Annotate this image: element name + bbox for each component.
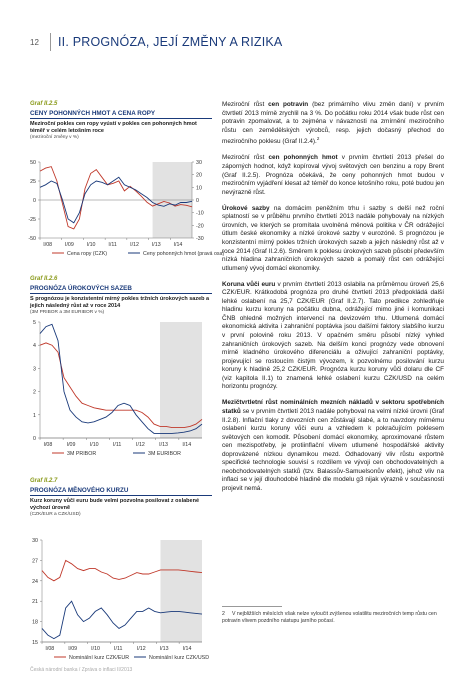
chart-subtitle: Meziroční pokles cen ropy vyústí v pokles cen pohonných hmot téměř v celém letošním roce (30, 121, 197, 134)
chart-title: PROGNÓZA MĚNOVÉHO KURZU (30, 487, 129, 494)
y-tick-label: 4 (33, 343, 36, 350)
chart-title-underline (30, 118, 212, 119)
x-tick-label: I/14 (182, 646, 192, 652)
legend-label: 3M PRIBOR (67, 451, 97, 457)
x-tick-label: I/08 (43, 442, 53, 448)
footnote (222, 611, 444, 624)
text-span: Meziroční růst (222, 154, 269, 162)
bold-term: Úrokové sazby (222, 204, 270, 212)
y-right-tick-label: -10 (196, 210, 204, 217)
chart-block-fuel-prices (30, 101, 212, 141)
legend-label: Cena ropy (CZK) (67, 251, 108, 257)
y-tick-label: 30 (32, 538, 38, 544)
chart-interest-rates (30, 318, 212, 460)
y-right-tick-label: 0 (196, 198, 199, 204)
footnote-ref: 2 (316, 136, 320, 142)
y-tick-label: -50 (28, 236, 36, 242)
body-text (222, 101, 444, 501)
x-tick-label: I/11 (112, 442, 122, 448)
text-span: se v prvním čtvrtletí 2013 nadále pohyboval na velmi nízké úrovni (Graf II.2.8). Inflační tlaky z dovozních cen zůstávají slabé, a to navzdory mírnému oslabení kurzu koruny vůči euru a vzhledem k pokračujícím poklesem světových cen komodit. Působení domácí ekonomiky, aproximované růstem cen mezispotřeby, je protiinflační vlivem utlumené hospodářské aktivity doprovázené nízkou dynamikou mezd. Odhadovaný vliv růstu exportně specifické technologie souvisí s rozdílem ve vývoji cen obchodovatelných a neobchodovatelných statků (tzv. Balassův-Samuelsonův efekt), jehož vliv na inflaci se v její dlouhodobé hladině dle modelu g3 nijak výrazně v současnosti projevit nemá. (222, 408, 445, 492)
chart-block-interest-rates (30, 276, 212, 316)
paragraph-marginal-costs (222, 399, 444, 493)
chart-unit: (meziroční změny v %) (30, 135, 79, 140)
page-number: 12 (30, 38, 39, 47)
x-tick-label: I/11 (108, 242, 117, 248)
legend-label: 3M EURIBOR (148, 451, 181, 457)
y-right-tick-label: -30 (196, 236, 204, 242)
chart-block-exchange-rate (30, 478, 212, 518)
chart-title: CENY POHONNÝCH HMOT A CENA ROPY (30, 110, 156, 117)
x-tick-label: I/13 (159, 646, 169, 652)
header-separator (50, 33, 51, 51)
chart-subtitle: Kurz koruny vůči euru bude velmi pozvolna posilovat z oslabené výchozí úrovně (30, 498, 200, 511)
chart-tag: Graf II.2.5 (30, 101, 58, 107)
paragraph-food-prices (222, 101, 444, 147)
y-tick-label: 24 (32, 578, 38, 585)
text-span: v prvním čtvrtletí 2013 oslabila na průměrnou úroveň 25,6 CZK/EUR. Krátkodobá prognóza pro druhé čtvrtletí 2013 předpokládá další lehké oslabení na 25,7 CZK/EUR (Graf II.2.7). Tato predikce zohledňuje hladinu kurzu koruny na počátku dubna, odrážející mimo jiné i komunikaci ČNB ohledně možných intervencí na devizovém trhu. Utlumená domácí ekonomická aktivita i zahraniční poptávka jsou dalšími faktory slabšího kurzu v první polovině roku 2013. V opačném směru působí nízký vyhled zahraničních úrokových sazeb. Na delším konci prognózy vede obnovení mírně kladného úrokového diferenciálu a oživující zahraniční poptávky, projevující se rostoucím čistým vývozem, k pozvolnému posilování kurzu koruny k hladině 25,2 CZK/EUR. Prognóza kurzu koruny vůči dolaru dle CF (viz kapitola II.1) to znamená lehké oslabení kurzu CZK/USD na celém horizontu prognózy. (222, 280, 444, 391)
x-tick-label: I/13 (159, 442, 169, 448)
y-right-tick-label: 10 (196, 185, 202, 192)
text-span: Meziroční růst (222, 101, 269, 108)
text-span: v prvním čtvrtletí 2013 přešel do záporných hodnot, když kopíroval vývoj světových cen benzinu a ropy Brent (Graf II.2.5). Prognóza očekává, že ceny pohonných hmot budou v meziročním vyjádření klesat až téměř do konce letošního roku, poté budou jen nevýrazně růst. (222, 154, 444, 196)
y-tick-label: -25 (28, 217, 36, 223)
page-header (0, 0, 474, 62)
x-tick-label: I/11 (114, 646, 123, 652)
x-tick-label: I/08 (43, 242, 53, 248)
x-tick-label: I/12 (136, 442, 145, 448)
legend-label: Ceny pohonných hmot (pravá osa) (143, 251, 225, 257)
footnote-divider (222, 606, 282, 607)
x-tick-label: I/08 (45, 646, 55, 652)
x-tick-label: I/12 (130, 242, 139, 248)
forecast-area (161, 540, 202, 642)
x-tick-label: I/14 (182, 442, 192, 448)
page-footer: Česká národní banka / Zpráva o inflaci II/2013 (30, 667, 133, 673)
y-tick-label: 18 (32, 619, 38, 626)
x-tick-label: I/09 (64, 242, 74, 248)
chart-fuel-prices (28, 158, 225, 268)
legend-label: Nominální kurz CZK/USD (149, 655, 210, 661)
x-tick-label: I/10 (89, 442, 99, 448)
paragraph-interest-rates (222, 205, 444, 273)
chart-title: PROGNÓZA ÚROKOVÝCH SAZEB (30, 285, 132, 292)
paragraph-fuel-prices (222, 154, 444, 197)
x-tick-label: I/09 (66, 442, 76, 448)
bold-term: Mezičtvrtletní růst nominálních mezních nákladů v sektoru spotřebních statků (222, 399, 444, 415)
x-tick-label: I/10 (91, 646, 100, 652)
text-span: (bez primárního vlivu změn daní) v prvním čtvrtletí 2013 mírně zrychlil na 3 %. Do počátku roku 2014 však bude růst cen potravin zpomalovat, a to zejména v návaznosti na zmírnění meziročního růstu cen zemědělských výrobců, resp. jejich dočasný přechod do meziročního poklesu (Graf II.2.4). (222, 101, 445, 146)
y-tick-label: 1 (33, 412, 36, 419)
y-right-tick-label: 20 (196, 172, 202, 179)
paragraph-exchange-rate (222, 281, 444, 392)
x-tick-label: I/09 (68, 646, 78, 652)
forecast-area (160, 322, 202, 438)
y-tick-label: 25 (30, 179, 36, 185)
chart-title-underline (30, 293, 212, 294)
chart-tag: Graf II.2.7 (30, 478, 58, 484)
x-tick-label: I/14 (173, 242, 183, 248)
bold-term: cen potravin (268, 101, 309, 108)
text-span: na domácím peněžním trhu i sazby s delší než roční splatností se v průběhu prvního čtvrtletí 2013 nadále pohybovaly na nízkých úrovních, ve kterých se promítala uvolněná měnová politika v ČR odrážející útlum české ekonomiky a nízké úrokové sazby v eurozóně. S prognózou je konzistentní mírný pokles tržních úrokových sazeb a jejich následný růst až v roce 2014 (Graf II.2.6). Směrem k poklesu úrokových sazeb působí především nízká hladina zahraničních úrokových sazeb a pomalý růst cen odrážející utlumený vývoj domácí ekonomiky. (222, 204, 445, 272)
chart-title-underline (30, 495, 212, 496)
x-tick-label: I/10 (86, 242, 96, 248)
y-tick-label: 27 (32, 558, 38, 565)
y-right-tick-label: -20 (196, 223, 204, 230)
chart-unit: (CZK/EUR a CZK/USD) (30, 512, 81, 517)
y-tick-label: 3 (33, 366, 36, 373)
chart-subtitle: S prognózou je konzistentní mírný pokles tržních úrokových sazeb a jejich následný růst až v roce 2014 (30, 296, 210, 309)
footnote-number: 2 (222, 611, 225, 617)
legend-label: Nominální kurz CZK/EUR (69, 655, 130, 661)
y-tick-label: 50 (30, 160, 36, 166)
y-tick-label: 15 (32, 640, 38, 646)
y-tick-label: 5 (33, 320, 36, 326)
chart-tag: Graf II.2.6 (30, 276, 58, 282)
y-tick-label: 0 (33, 436, 36, 442)
x-tick-label: I/13 (151, 242, 161, 248)
chart-unit: (3M PRIBOR a 3M EURIBOR v %) (30, 310, 105, 315)
chart-exchange-rate (30, 536, 212, 666)
y-tick-label: 2 (33, 389, 36, 396)
y-right-tick-label: 30 (196, 160, 202, 166)
footnote-text: V nejbližších měsících však nelze vyloučit zvýšenou volatilitu meziročních temp růstu cen potravin vlivem pozdního nástupu jarního počasí. (222, 611, 437, 624)
x-tick-label: I/12 (136, 646, 146, 652)
y-tick-label: 0 (33, 198, 36, 204)
bold-term: cen pohonných hmot (268, 154, 338, 162)
bold-term: Koruna vůči euru (222, 280, 276, 288)
chapter-title: II. PROGNÓZA, JEJÍ ZMĚNY A RIZIKA (58, 35, 283, 49)
y-tick-label: 21 (32, 599, 38, 606)
